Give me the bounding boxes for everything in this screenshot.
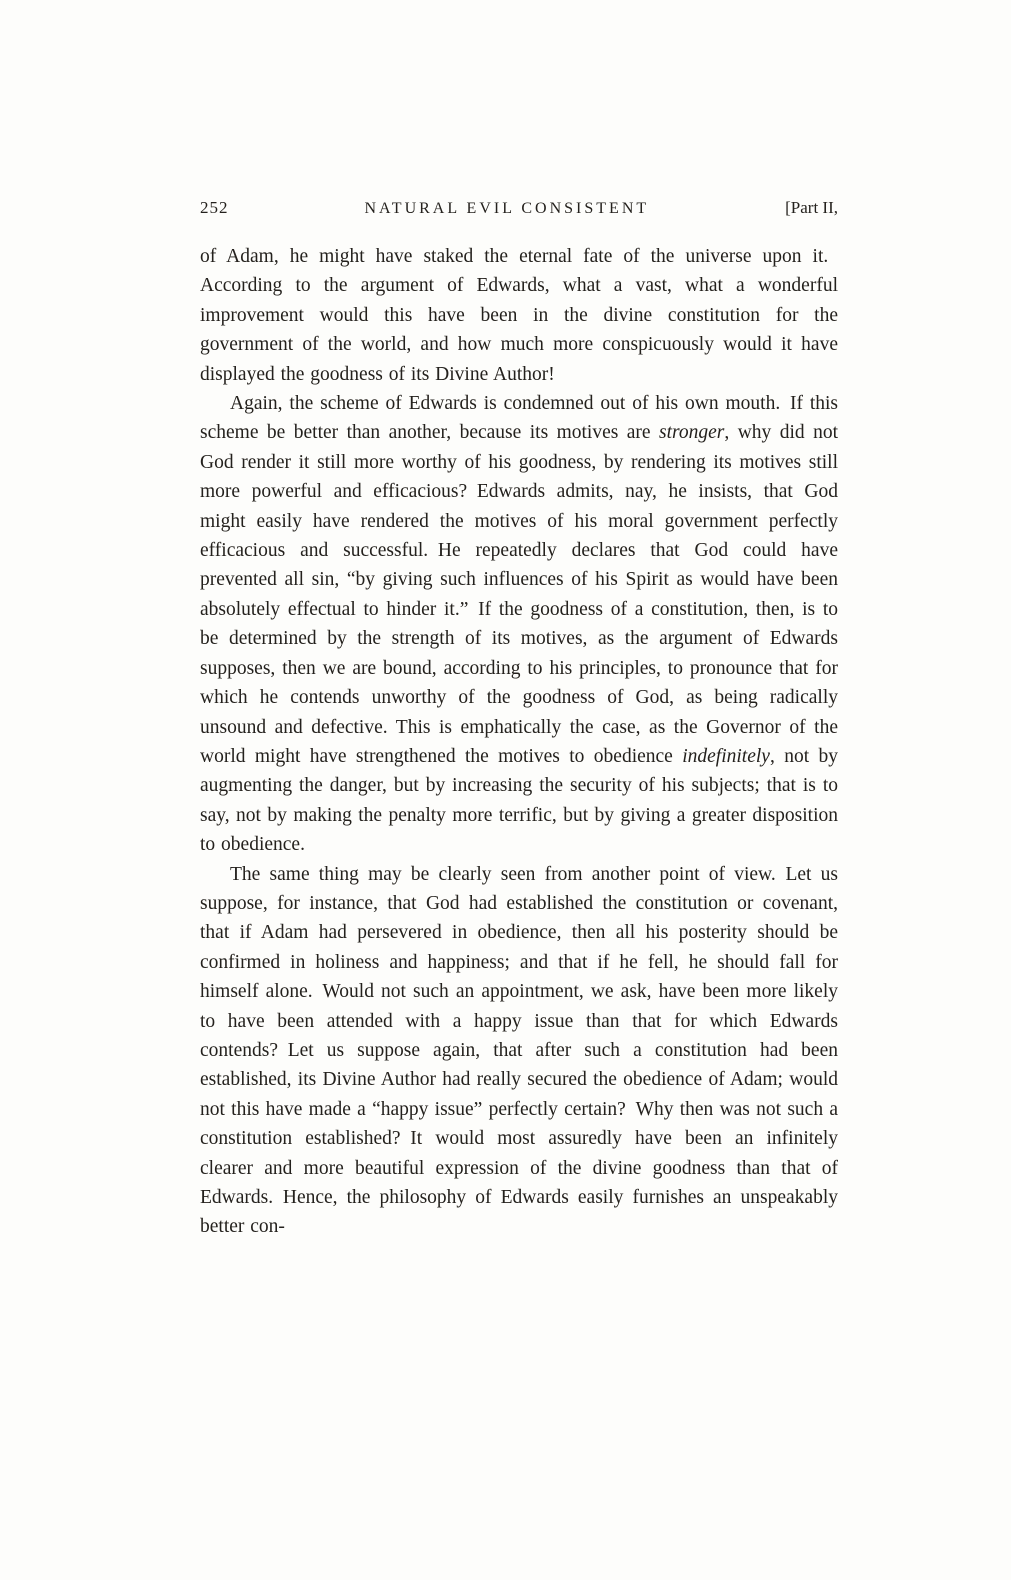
page-body — [200, 242, 838, 1242]
page-number: 252 — [200, 198, 229, 217]
text-run: The same thing may be clearly seen from another point of view. Let us suppose, for instance, that God had established the constitution or covenant, that if Adam had persevered in obedience, then all his posterity should be confirmed in holiness and happiness; and that if he fell, he should fall for himself alone. Would not such an appointment, we ask, have been more likely to have been attended with a happy issue than that for which Edwards contends? Let us suppose again, that after such a constitution had been established, its Divine Author had really secured the obedience of Adam; would not this have made a “happy issue” perfectly certain? Why then was not such a constitution established? It would most assuredly have been an infinitely clearer and more beautiful expression of the divine goodness than that of Edwards. Hence, the philosophy of Edwards easily furnishes an unspeakably better con- — [200, 863, 838, 1238]
paragraph — [200, 242, 838, 389]
page-content — [200, 198, 838, 1242]
paragraph — [200, 860, 838, 1242]
text-run: , why did not God render it still more worthy of his goodness, by rendering its motives still more powerful and efficacious? Edwards admits, nay, he insists, that God might easily have rendered the motives of his moral government perfectly efficacious and successful. He repeatedly declares that God could have prevented all sin, “by giving such influences of his Spirit as would have been absolutely effectual to hinder it.” If the goodness of a constitution, then, is to be determined by the strength of its motives, as the argument of Edwards supposes, then we are bound, according to his principles, to pronounce that for which he contends unworthy of the goodness of God, as being radically unsound and defective. This is emphatically the case, as the Governor of the world might have strengthened the motives to obedience — [200, 422, 838, 767]
part-label: [Part II, — [785, 198, 838, 217]
italic-text-run: indefinitely — [682, 745, 770, 767]
running-title: NATURAL EVIL CONSISTENT — [364, 200, 650, 217]
text-run: , not by augmenting the danger, but by increasing the security of his subjects; that is to say, not by making the penalty more terrific, but by giving a greater disposition to obedience. — [200, 745, 838, 856]
text-run: of Adam, he might have staked the eternal fate of the universe upon it. According to the argument of Edwards, what a vast, what a wonderful improvement would this have been in the divine constitution for the government of the world, and how much more conspicuously would it have displayed the goodness of its Divine Author! — [200, 246, 838, 385]
page-header — [200, 198, 838, 218]
text-run: Again, the scheme of Edwards is condemned out of his own mouth. If this scheme be better than another, because its motives are — [200, 393, 838, 444]
italic-text-run: stronger — [659, 422, 725, 444]
paragraph — [200, 389, 838, 860]
